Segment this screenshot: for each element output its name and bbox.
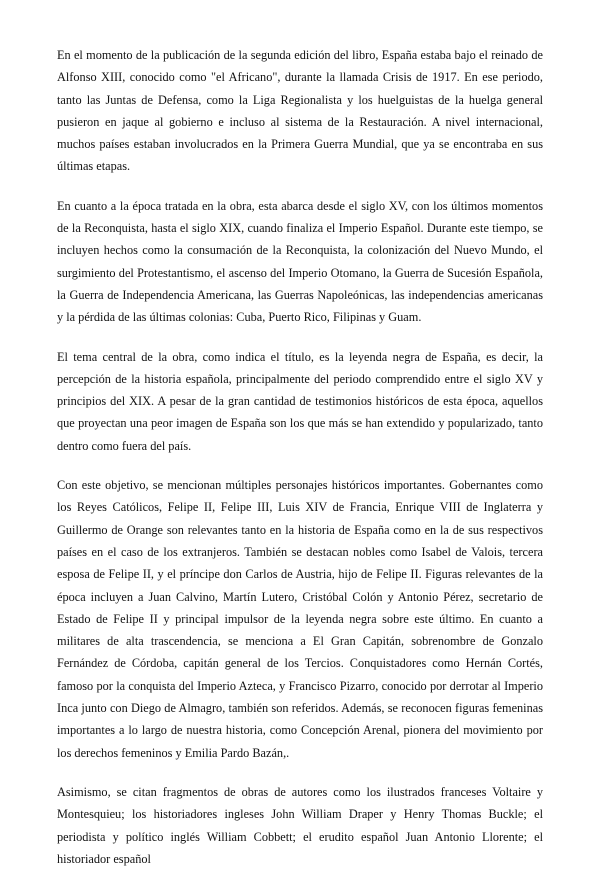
document-page bbox=[57, 44, 543, 887]
paragraph-time-period: En cuanto a la época tratada en la obra, esta abarca desde el siglo XV, con los últimos momentos de la Reconquista, hasta el siglo XIX, cuando finaliza el Imperio Español. Durante este tiempo, se incluyen hechos como la consumación de la Reconquista, la colonización del Nuevo Mundo, el surgimiento del Protestantismo, el ascenso del Imperio Otomano, la Guerra de Sucesión Española, la Guerra de Independencia Americana, las Guerras Napoleónicas, las independencias americanas y la pérdida de las últimas colonias: Cuba, Puerto Rico, Filipinas y Guam. bbox=[57, 198, 543, 325]
paragraph-publication-context: En el momento de la publicación de la segunda edición del libro, España estaba bajo el reinado de Alfonso XIII, conocido como "el Africano", durante la llamada Crisis de 1917. En ese periodo, tanto las Juntas de Defensa, como la Liga Regionalista y los huelguistas de la huelga general pusieron en jaque al gobierno e incluso al sistema de la Restauración. A nivel internacional, muchos países estaban involucrados en la Primera Guerra Mundial, que ya se encontraba en sus últimas etapas. bbox=[57, 48, 543, 174]
paragraph-cited-authors: Asimismo, se citan fragmentos de obras de autores como los ilustrados franceses Voltaire y Montesquieu; los historiadores ingleses John William Draper y Henry Thomas Buckle; el periodista y político inglés William Cobbett; el erudito español Juan Antonio Llorente; el historiador español bbox=[57, 784, 543, 866]
paragraph-central-theme: El tema central de la obra, como indica el título, es la leyenda negra de España, es decir, la percepción de la historia española, principalmente del periodo comprendido entre el siglo XV y principios del XIX. A pesar de la gran cantidad de testimonios históricos de esta época, aquellos que proyectan una peor imagen de España son los que más se han extendido y popularizado, tanto dentro como fuera del país. bbox=[57, 349, 543, 453]
paragraph-historical-figures: Con este objetivo, se mencionan múltiples personajes históricos importantes. Gobernantes como los Reyes Católicos, Felipe II, Felipe III, Luis XIV de Francia, Enrique VIII de Inglaterra y Guillermo de Orange son relevantes tanto en la historia de España como en la de sus respectivos países en el caso de los extranjeros. También se destacan nobles como Isabel de Valois, tercera esposa de Felipe II, y el príncipe don Carlos de Austria, hijo de Felipe II. Figuras relevantes de la época incluyen a Juan Calvino, Martín Lutero, Cristóbal Colón y Antonio Pérez, secretario de Estado de Felipe II y principal impulsor de la leyenda negra sobre este último. En cuanto a militares de alta trascendencia, se menciona a El Gran Capitán, sobrenombre de Gonzalo Fernández de Córdoba, capitán general de los Tercios. Conquistadores como Hernán Cortés, famoso por la conquista del Imperio Azteca, y Francisco Pizarro, conocido por derrotar al Imperio Inca junto con Diego de Almagro, también son referidos. Además, se reconocen figuras femeninas importantes a lo largo de nuestra historia, como Concepción Arenal, pionera del movimiento por los derechos femeninos y Emilia Pardo Bazán,. bbox=[57, 478, 543, 760]
